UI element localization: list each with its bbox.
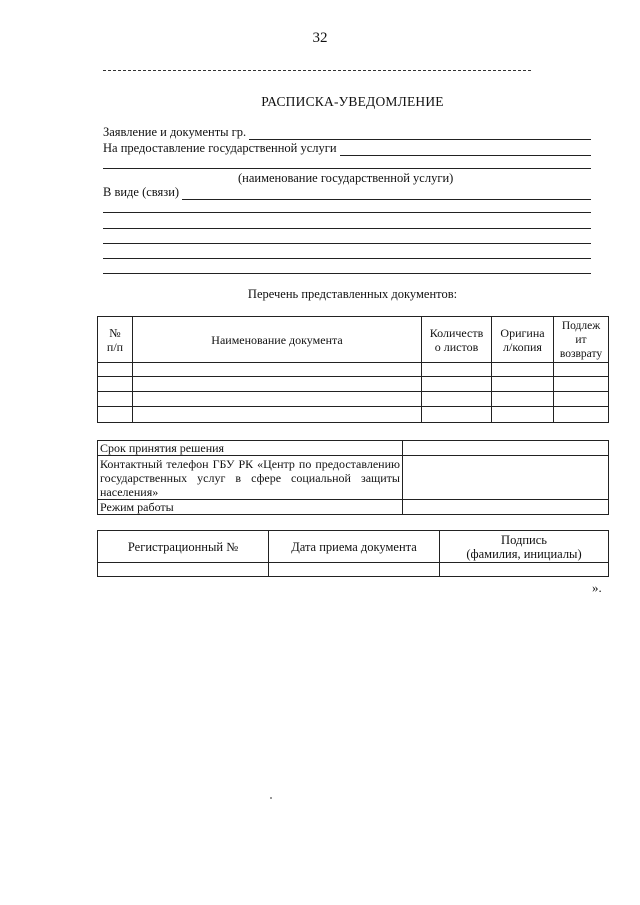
form-label: В виде (связи) <box>103 185 180 199</box>
info-row <box>98 456 609 500</box>
documents-table-header <box>98 317 609 363</box>
table-row[interactable] <box>98 363 609 377</box>
table-row[interactable] <box>98 377 609 392</box>
service-blank[interactable] <box>340 143 591 156</box>
document-title: РАСПИСКА-УВЕДОМЛЕНИЕ <box>261 94 444 109</box>
header-document-name: Наименование документа <box>133 317 422 363</box>
blank-line[interactable] <box>103 258 591 259</box>
application-field <box>103 124 591 140</box>
registration-header <box>98 531 609 563</box>
blank-line[interactable] <box>103 212 591 213</box>
header-registration-number: Регистрационный № <box>98 531 269 563</box>
page-number: 32 <box>312 30 328 46</box>
blank-line[interactable] <box>103 243 591 244</box>
table-row[interactable] <box>98 563 609 577</box>
header-sheet-count: Количеств о листов <box>422 317 492 363</box>
table-row[interactable] <box>98 407 609 423</box>
header-signature: Подпись (фамилия, инициалы) <box>440 531 609 563</box>
header-to-return: Подлеж ит возврату <box>554 317 609 363</box>
info-table <box>97 440 609 515</box>
service-label: На предоставление государственной услуги <box>103 141 337 155</box>
header-acceptance-date: Дата приема документа <box>269 531 440 563</box>
blank-line[interactable] <box>103 273 591 274</box>
form-field <box>103 184 591 200</box>
header-original-copy: Оригина л/копия <box>492 317 554 363</box>
closing-quote-mark: ». <box>592 580 602 595</box>
decision-term-value[interactable] <box>403 441 609 456</box>
application-label: Заявление и документы гр. <box>103 125 247 139</box>
application-blank[interactable] <box>249 127 591 140</box>
work-mode-value[interactable] <box>403 500 609 515</box>
dashed-separator <box>103 70 531 71</box>
scan-speck <box>270 797 272 799</box>
service-field <box>103 140 591 156</box>
contact-phone-label: Контактный телефон ГБУ РК «Центр по предоставлению государственных услуг в сфере социальной защиты населения» <box>98 456 403 500</box>
table-row[interactable] <box>98 392 609 407</box>
decision-term-label: Срок принятия решения <box>98 441 403 456</box>
documents-list-title: Перечень представленных документов: <box>247 287 458 301</box>
service-caption: (наименование государственной услуги) <box>238 171 454 185</box>
work-mode-label: Режим работы <box>98 500 403 515</box>
header-number: № п/п <box>98 317 133 363</box>
registration-table <box>97 530 609 577</box>
info-row <box>98 500 609 515</box>
documents-table <box>97 316 609 423</box>
service-blank-line[interactable] <box>103 168 591 169</box>
blank-line[interactable] <box>103 228 591 229</box>
contact-phone-value[interactable] <box>403 456 609 500</box>
info-row <box>98 441 609 456</box>
form-blank[interactable] <box>182 187 591 200</box>
